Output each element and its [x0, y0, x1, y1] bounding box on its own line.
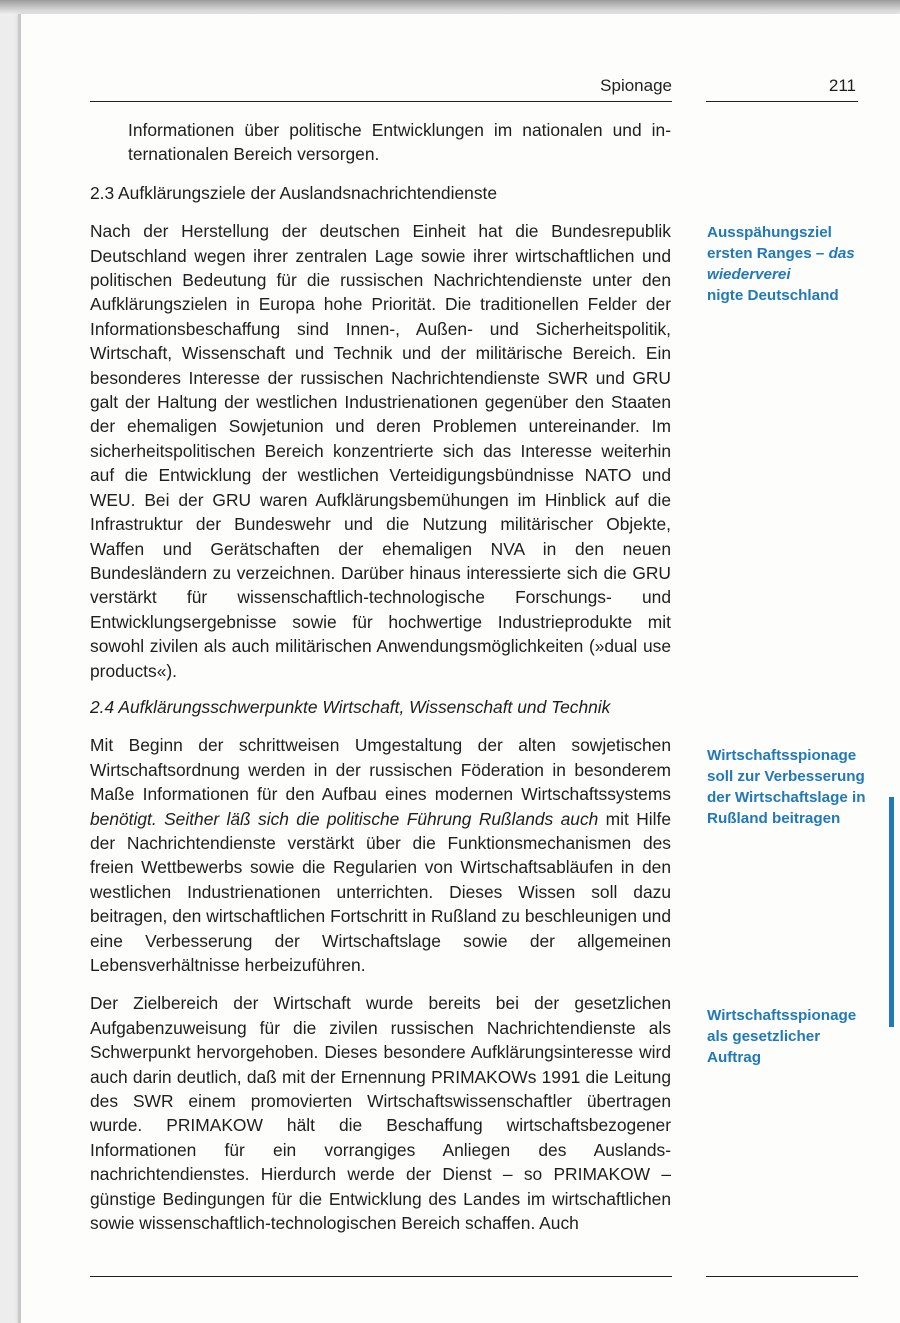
scan-shadow-top	[0, 0, 900, 14]
running-header-title: Spionage	[600, 76, 672, 95]
section-heading-2-4: 2.4 Aufklärungsschwerpunkte Wirtschaft, Wissenschaft und Technik	[90, 696, 611, 717]
margin-note-legal-mandate: Wirtschaftsspionage als gesetzlicher Auftrag	[707, 1007, 857, 1066]
header-rule	[90, 101, 672, 102]
footer-rule-margin	[706, 1276, 858, 1277]
margin-note-text: Ausspähungsziel ersten Ranges –	[707, 224, 832, 262]
paragraph-text: mit Hilfe der Nachrichtendienste verstärkt über die Funktionsmechanismen des freien Wettbewerbs sowie die Regularien von Wirtschaftsabläufen in den westlichen Industrienationen unterrichten. Dieses Wissen soll dazu beitragen, den wirtschaftlichen Fortschritt in Rußland zu beschleunigen und eine Verbesserung der Wirtschaftslage sowie der allgemeinen Lebensverhältnisse herbeizuführen.	[90, 808, 671, 975]
section-2-3-paragraph: Nach der Herstellung der deutschen Einheit hat die Bundesrepublik Deutschland wegen ihrer zentralen Lage sowie ihrer wirtschaftlichen und politischen Bedeutung für die russischen Nachrichtendienste unter den Aufklärungszielen in Europa hohe Priorität. Die traditionellen Felder der Informationsbeschaffung sind Innen-, Außen- und Sicherheitspolitik, Wirtschaft, Wissenschaft und Technik und der militärische Bereich. Ein besonderes Interesse der russischen Nachrichtendienste SWR und GRU galt der Haltung der westlichen Industrienationen gegenüber den Staaten der ehemaligen Sowjetunion und deren Problemen untereinander. Im sicherheitspolitischen Bereich konzentrierte sich das Interesse weiterhin auf die Entwicklung der westlichen Verteidigungsbündnisse NATO und WEU. Bei der GRU waren Aufklärungsbemühungen im Hinblick auf die Infrastruktur der Bundeswehr und die Nutzung militärischer Objekte, Waffen und Gerätschaften der ehemaligen NVA in den neuen Bundesländern zu verzeichnen. Darüber hinaus interessierte sich die GRU verstärkt für wissenschaftlich-technologische Forschungs- und Entwicklungsergebnisse sowie für hochwertige Industrieprodukte mit sowohl zivilen als auch militärischen Anwendungsmöglichkeiten (»dual use products«).	[90, 221, 671, 681]
chapter-thumb-tab	[889, 797, 894, 1027]
section-heading-2-3: 2.3 Aufklärungsziele der Auslandsnachrichtendienste	[90, 182, 498, 203]
margin-note-economic-espionage: Wirtschaftsspionage soll zur Verbesserung der Wirtschaftslage in Rußland beitragen	[707, 747, 866, 827]
main-text-column	[90, 118, 671, 1235]
section-2-4-paragraph-2: Der Zielbereich der Wirtschaft wurde bereits bei der gesetzlichen Aufgabenzuweisung für die zivilen russischen Nachrichtendienste als Schwerpunkt hervorgehoben. Dieses besondere Aufklärungsinteresse wird auch darin deutlich, daß mit der Ernennung PRIMAKOWs 1991 die Leitung des SWR einem promovierten Wirtschaftswissenschaftler übertragen wurde. PRIMAKOW hält die Beschaffung wirtschaftsbezogener Informationen für ein vorrangiges Anliegen des Auslandsnachrichtendienstes. Hierdurch werde der Dienst – so PRIMAKOW – günstige Bedingungen für die Entwicklung des Landes im wirtschaftlichen sowie wissenschaftlich-technologischen Bereich schaffen. Auch	[90, 993, 671, 1234]
page-edge	[18, 14, 21, 1323]
footer-rule	[90, 1276, 672, 1277]
page-number: 211	[828, 76, 856, 95]
paragraph-text-italic: benötigt. Seither läß sich die politische Führung Rußlands auch	[90, 808, 599, 829]
header-rule-margin	[706, 101, 858, 102]
paragraph-text: Mit Beginn der schrittweisen Umgestaltung der alten sowjetischen Wirtschaftsordnung werden in der russischen Föderation in besonderem Maße Informationen für den Aufbau eines modernen Wirtschaftssystems	[90, 735, 671, 805]
margin-note-text-italic: das wiederverei	[707, 245, 855, 283]
margin-note-text: nigte Deutschland	[707, 287, 839, 304]
margin-note-target-germany	[707, 222, 867, 306]
intro-paragraph: Informationen über politische Entwicklungen im nationalen und internationalen Bereich versorgen.	[128, 120, 671, 165]
section-2-4-paragraph-1	[90, 733, 671, 977]
